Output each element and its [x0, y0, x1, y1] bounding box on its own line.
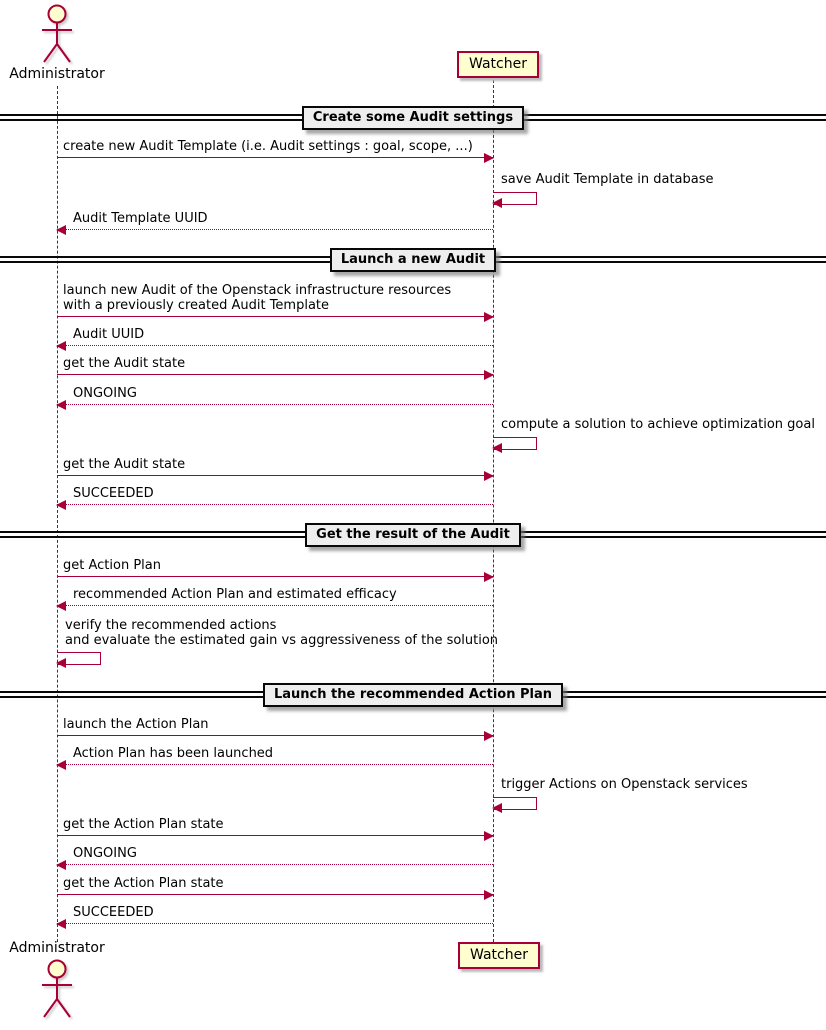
- participant-watcher-top: Watcher: [457, 51, 539, 78]
- section-divider-launch-new-audit: [0, 248, 826, 271]
- message-line: [57, 735, 493, 736]
- administrator-actor-icon: [34, 3, 80, 67]
- message-label: trigger Actions on Openstack services: [501, 777, 748, 792]
- message-label: get the Action Plan state: [63, 817, 224, 832]
- message-line: [57, 576, 493, 577]
- self-message-trigger-actions: [493, 777, 748, 811]
- arrowhead-left-icon: [56, 225, 66, 235]
- administrator-actor-icon: [34, 958, 80, 1022]
- divider-label: Create some Audit settings: [312, 109, 514, 125]
- message-label: save Audit Template in database: [501, 172, 714, 187]
- message-label: verify the recommended actions: [65, 618, 277, 633]
- arrowhead-left-icon: [492, 443, 502, 453]
- message-line: [57, 864, 493, 865]
- arrowhead-right-icon: [484, 471, 494, 481]
- message-line: [57, 374, 493, 375]
- message-line: [57, 404, 493, 405]
- return-audit-template-uuid: [57, 212, 493, 230]
- arrowhead-left-icon: [56, 760, 66, 770]
- divider-title-box: [263, 683, 563, 707]
- message-line: [57, 764, 493, 765]
- message-label: recommended Action Plan and estimated efficacy: [73, 587, 397, 602]
- divider-title-box: [305, 523, 521, 547]
- message-label: launch the Action Plan: [63, 717, 209, 732]
- message-get-action-plan-state-2: [57, 877, 493, 895]
- message-label: create new Audit Template (i.e. Audit settings : goal, scope, ...): [63, 139, 473, 154]
- arrowhead-right-icon: [484, 312, 494, 322]
- message-get-action-plan: [57, 559, 493, 577]
- section-divider-launch-action-plan: [0, 683, 826, 706]
- message-label: and evaluate the estimated gain vs aggressiveness of the solution: [65, 633, 499, 648]
- message-label: get the Audit state: [63, 457, 186, 472]
- section-divider-create-audit-settings: [0, 106, 826, 129]
- message-label: launch new Audit of the Openstack infrastructure resources: [63, 283, 452, 298]
- message-line: [57, 157, 493, 158]
- arrowhead-right-icon: [484, 572, 494, 582]
- arrowhead-left-icon: [492, 803, 502, 813]
- return-succeeded-2: [57, 906, 493, 924]
- administrator-label-bottom: Administrator: [9, 940, 105, 956]
- arrowhead-right-icon: [484, 831, 494, 841]
- section-divider-get-result: [0, 523, 826, 546]
- message-label: ONGOING: [73, 386, 137, 401]
- return-succeeded-1: [57, 487, 493, 505]
- message-line: [57, 475, 493, 476]
- message-label: SUCCEEDED: [73, 905, 154, 920]
- arrowhead-right-icon: [484, 890, 494, 900]
- arrowhead-left-icon: [492, 198, 502, 208]
- return-action-plan-launched: [57, 747, 493, 765]
- arrowhead-left-icon: [56, 500, 66, 510]
- divider-label: Launch the recommended Action Plan: [273, 686, 552, 702]
- message-label: ONGOING: [73, 846, 137, 861]
- divider-label: Launch a new Audit: [340, 251, 486, 267]
- message-label: get the Audit state: [63, 356, 186, 371]
- arrowhead-left-icon: [56, 658, 66, 668]
- message-line: [57, 229, 493, 230]
- message-launch-action-plan: [57, 718, 493, 736]
- message-get-audit-state-1: [57, 357, 493, 375]
- message-line: [57, 835, 493, 836]
- message-label: Audit UUID: [73, 327, 145, 342]
- message-create-audit-template: [57, 140, 493, 158]
- administrator-label-top: Administrator: [9, 66, 105, 82]
- message-line: [57, 923, 493, 924]
- return-ongoing-1: [57, 387, 493, 405]
- divider-label: Get the result of the Audit: [316, 526, 510, 542]
- self-message-save-audit-template: [493, 172, 714, 206]
- message-line: [57, 605, 493, 606]
- message-get-action-plan-state-1: [57, 818, 493, 836]
- participant-watcher-bottom: Watcher: [458, 942, 540, 969]
- message-launch-new-audit: [57, 283, 493, 317]
- arrowhead-left-icon: [56, 341, 66, 351]
- arrowhead-left-icon: [56, 919, 66, 929]
- message-label: Audit Template UUID: [73, 211, 208, 226]
- message-label: get Action Plan: [63, 558, 161, 573]
- message-label: with a previously created Audit Template: [63, 298, 330, 313]
- self-message-verify-actions: [57, 618, 499, 652]
- divider-title-box: [302, 106, 524, 130]
- message-label: Action Plan has been launched: [73, 746, 274, 761]
- message-line: [57, 894, 493, 895]
- message-line: [57, 504, 493, 505]
- message-label: SUCCEEDED: [73, 486, 154, 501]
- self-message-compute-solution: [493, 417, 815, 451]
- return-recommended-action-plan: [57, 588, 493, 606]
- message-get-audit-state-2: [57, 458, 493, 476]
- message-label: compute a solution to achieve optimization goal: [501, 417, 815, 432]
- return-ongoing-2: [57, 847, 493, 865]
- message-line: [57, 316, 493, 317]
- arrowhead-right-icon: [484, 731, 494, 741]
- arrowhead-left-icon: [56, 601, 66, 611]
- divider-title-box: [330, 248, 496, 272]
- return-audit-uuid: [57, 328, 493, 346]
- arrowhead-left-icon: [56, 400, 66, 410]
- arrowhead-right-icon: [484, 370, 494, 380]
- message-label: get the Action Plan state: [63, 876, 224, 891]
- message-line: [57, 345, 493, 346]
- arrowhead-left-icon: [56, 860, 66, 870]
- arrowhead-right-icon: [484, 153, 494, 163]
